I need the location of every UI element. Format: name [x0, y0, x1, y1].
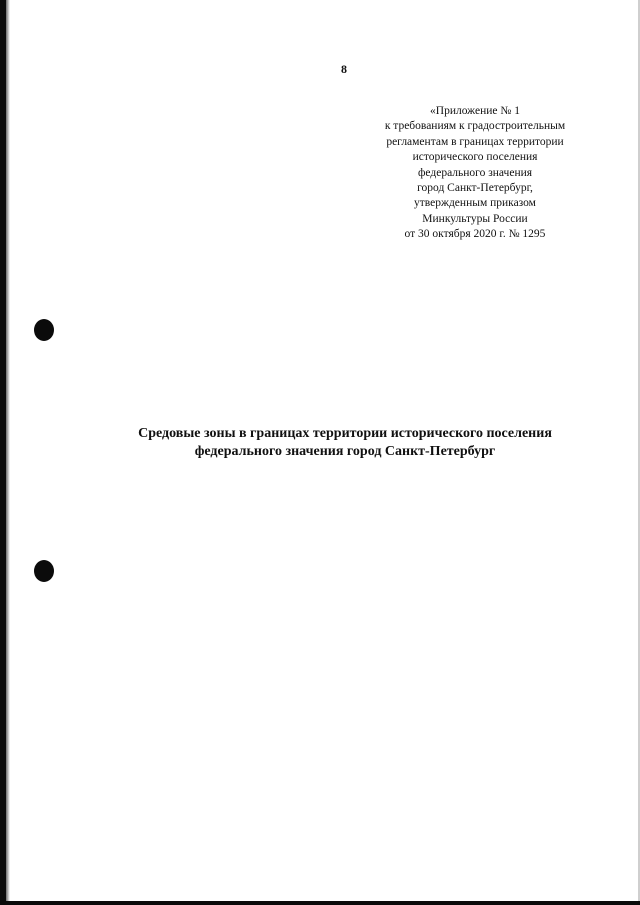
punch-hole-bottom — [34, 560, 54, 582]
punch-hole-top — [34, 319, 54, 341]
appendix-header — [370, 104, 580, 243]
page-number: 8 — [341, 62, 347, 76]
title-line: федерального значения город Санкт-Петербург — [194, 444, 496, 459]
scan-edge-bottom — [0, 901, 640, 905]
scan-edge-shadow — [6, 0, 10, 905]
appendix-line: утвержденным приказом — [414, 197, 536, 210]
appendix-line: город Санкт-Петербург, — [417, 182, 533, 195]
appendix-line: регламентам в границах территории — [386, 135, 564, 148]
appendix-line: к требованиям к градостроительным — [384, 120, 566, 133]
appendix-line: «Приложение № 1 — [430, 105, 520, 117]
appendix-line: Минкультуры России — [422, 212, 528, 225]
appendix-line: от 30 октября 2020 г. № 1295 — [404, 228, 546, 241]
appendix-line: исторического поселения — [412, 151, 538, 164]
title-line: Средовые зоны в границах территории исторического поселения — [138, 426, 552, 441]
appendix-line: федерального значения — [417, 166, 533, 179]
document-title — [110, 425, 580, 461]
